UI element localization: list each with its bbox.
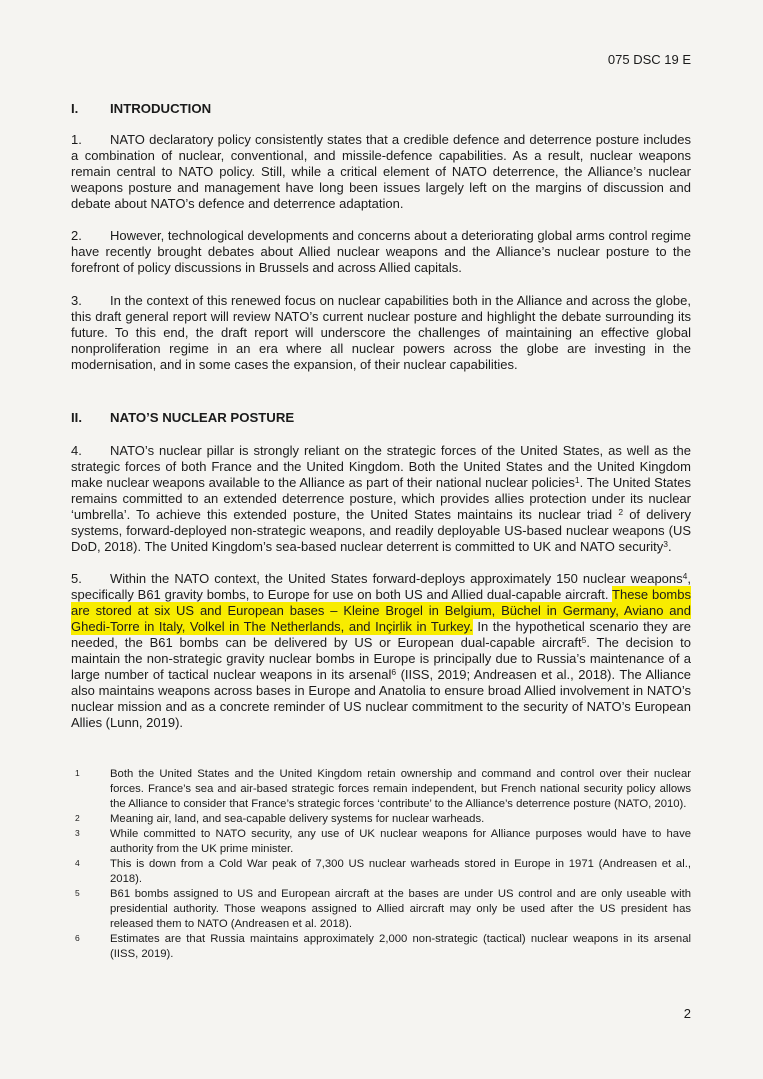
footnote-number: 6 — [75, 933, 80, 943]
paragraph-text: In the context of this renewed focus on nuclear capabilities both in the Alliance and across the globe, this draft general report will review NATO’s current nuclear posture and highlight the debate surrounding its future. To this end, the draft report will underscore the challenges of maintaining an effective global nonproliferation regime in an era where all nuclear powers across the globe are investing in the modernisation, and in some cases the expansion, of their nuclear capabilities. — [71, 293, 691, 372]
paragraph-text: However, technological developments and concerns about a deteriorating global arms control regime have recently brought debates about Allied nuclear weapons and the Alliance’s nuclear posture to the forefront of policy discussions in Brussels and across Allied capitals. — [71, 228, 691, 275]
section-number: II. — [71, 410, 82, 425]
footnote-4 — [71, 857, 691, 887]
footnote-6 — [71, 932, 691, 962]
section-title: NATO’S NUCLEAR POSTURE — [110, 410, 295, 425]
footnote-reference-6: 6 — [391, 666, 397, 677]
footnote-text: While committed to NATO security, any use of UK nuclear weapons for Alliance purposes would have to have authority from the UK prime minister. — [110, 828, 691, 855]
paragraph-text: . — [668, 539, 672, 554]
footnote-number: 1 — [75, 768, 80, 778]
paragraph-text: In the hypothetical scenario they are needed, the B61 bombs can be delivered by US or European dual-capable aircraft — [71, 619, 691, 650]
section-number: I. — [71, 101, 79, 116]
footnote-text: Estimates are that Russia maintains approximately 2,000 non-strategic (tactical) nuclear weapons in its arsenal (IISS, 2019). — [110, 933, 691, 960]
paragraph-number: 1. — [71, 132, 82, 147]
footnote-reference-2: 2 — [618, 506, 624, 517]
paragraph-3 — [71, 293, 691, 373]
footnote-text: B61 bombs assigned to US and European aircraft at the bases are under US control and are only useable with presidential authority. Those weapons assigned to Allied aircraft may only be used after the US president has released them to NATO (Andreasen et al. 2018). — [110, 888, 691, 930]
footnote-reference-4: 4 — [682, 570, 688, 581]
paragraph-text: NATO declaratory policy consistently states that a credible defence and deterrence posture includes a combination of nuclear, conventional, and missile-defence capabilities. As a result, nuclear weapons remain central to NATO policy. Still, while a critical element of NATO deterrence, the Alliance’s nuclear weapons posture and management have long been issues largely left on the margins of discussion and debate about NATO’s defence and deterrence adaptation. — [71, 132, 691, 211]
page-content — [71, 0, 691, 962]
footnote-number: 4 — [75, 858, 80, 868]
section-title: INTRODUCTION — [110, 101, 212, 116]
paragraph-1 — [71, 132, 691, 212]
section-heading-introduction — [71, 101, 691, 117]
paragraph-text: (IISS, 2019; Andreasen et al., 2018). The Alliance also maintains weapons across bases in Europe and Anatolia to ensure broad Allied involvement in NATO’s nuclear mission and as a concrete reminder of US nuclear commitment to the security of NATO’s European Allies (Lunn, 2019). — [71, 667, 691, 730]
footnote-3 — [71, 827, 691, 857]
section-heading-nuclear-posture — [71, 410, 691, 426]
paragraph-number: 5. — [71, 571, 82, 586]
paragraph-number: 4. — [71, 443, 82, 458]
document-reference: 075 DSC 19 E — [607, 52, 691, 67]
paragraph-5 — [71, 571, 691, 731]
footnote-reference-5: 5 — [581, 634, 587, 645]
paragraph-number: 3. — [71, 293, 82, 308]
footnote-reference-1: 1 — [574, 474, 580, 485]
page-number: 2 — [683, 1006, 691, 1021]
footnote-text: Meaning air, land, and sea-capable delivery systems for nuclear warheads. — [110, 813, 485, 825]
paragraph-text: , specifically B61 gravity bombs, to Europe for use on both US and Allied dual-capable aircraft. — [71, 571, 691, 602]
footnote-1 — [71, 767, 691, 812]
footnote-number: 5 — [75, 888, 80, 898]
footnote-5 — [71, 887, 691, 932]
footnote-2 — [71, 812, 691, 827]
paragraph-4 — [71, 443, 691, 555]
paragraph-text: Within the NATO context, the United States forward-deploys approximately 150 nuclear weapons — [110, 571, 683, 586]
paragraph-text: of delivery systems, forward-deployed non-strategic weapons, and readily deployable US-based nuclear weapons (US DoD, 2018). The United Kingdom’s sea-based nuclear deterrent is committed to UK and NATO security — [71, 507, 691, 554]
footnote-text: This is down from a Cold War peak of 7,300 US nuclear warheads stored in Europe in 1971 (Andreasen et al., 2018). — [110, 858, 691, 885]
highlighted-text: These bombs are stored at six US and European bases – Kleine Brogel in Belgium, Büchel in Germany, Aviano and Ghedi-Torre in Italy, Volkel in The Netherlands, and Inçirlik in Turkey. — [71, 587, 691, 634]
footnote-reference-3: 3 — [663, 538, 669, 549]
paragraph-number: 2. — [71, 228, 82, 243]
paragraph-text: . The decision to maintain the non-strategic gravity nuclear bombs in Europe is principally due to Russia’s maintenance of a large number of tactical nuclear weapons in its arsenal — [71, 635, 691, 682]
footnote-number: 2 — [75, 813, 80, 823]
footnotes-section — [71, 767, 691, 962]
paragraph-text: . The United States remains committed to an extended deterrence posture, which provides allies protection under its nuclear ‘umbrella’. To achieve this extended posture, the United States maintains its nuclear triad — [71, 475, 692, 522]
paragraph-text: NATO’s nuclear pillar is strongly reliant on the strategic forces of the United States, as well as the strategic forces of both France and the United Kingdom. Both the United States and the United Kingdom make nuclear weapons available to the Alliance as part of their national nuclear policies — [71, 443, 691, 490]
paragraph-2 — [71, 228, 691, 276]
footnote-text: Both the United States and the United Kingdom retain ownership and command and control over their nuclear forces. France’s sea and air-based strategic forces remain independent, but French national security policy allows the Alliance to consider that France’s strategic forces ‘contribute’ to the Alliance’s deterrence posture (NATO, 2010). — [110, 768, 691, 810]
footnote-number: 3 — [75, 828, 80, 838]
